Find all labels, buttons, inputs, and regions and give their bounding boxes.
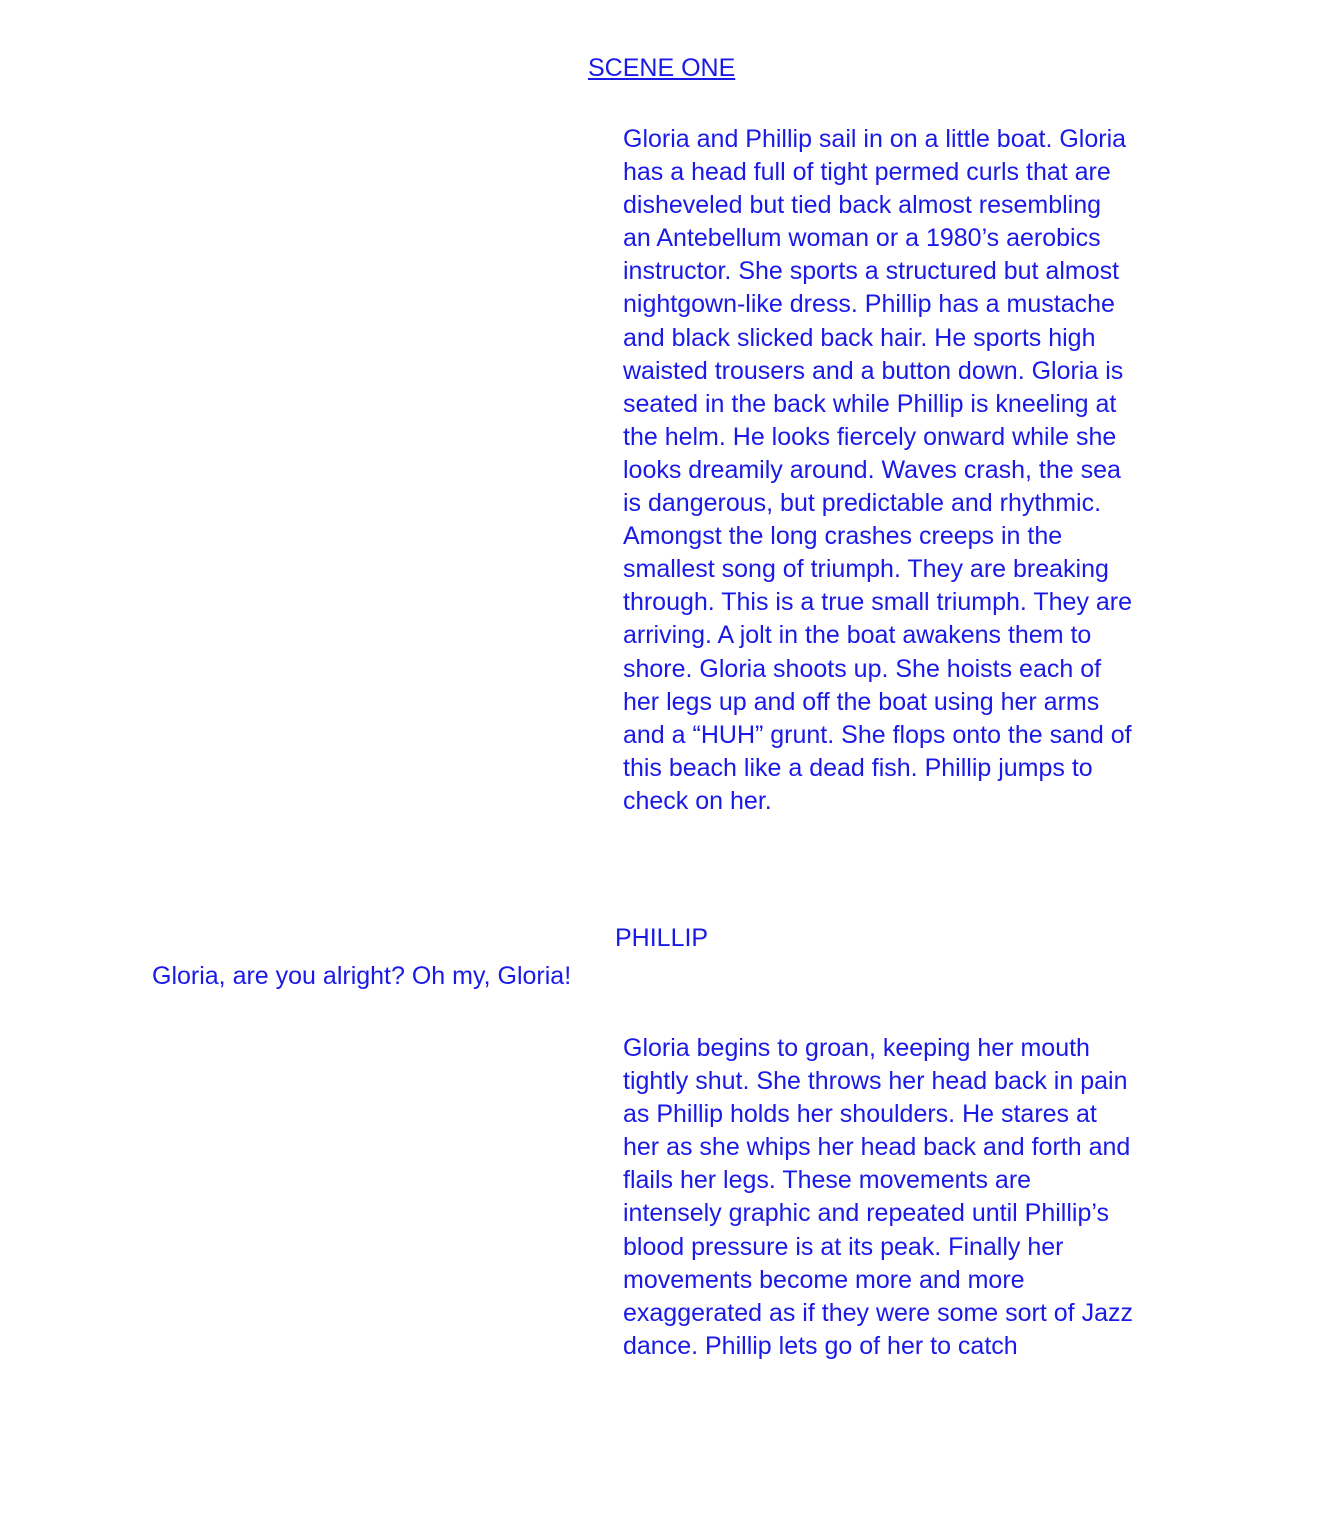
action-paragraph: Gloria begins to groan, keeping her mouth tightly shut. She throws her head back in pain as Phillip holds her shoulders. He stares at her as she whips her head back and forth and flails her legs. These movements are intensely graphic and repeated until Phillip’s blood pressure is at its peak. Finally her movements become more and more exaggerated as if they were some sort of Jazz dance. Phillip lets go of her to catch	[623, 1034, 1133, 1360]
dialogue-line: Gloria, are you alright? Oh my, Gloria!	[152, 962, 572, 990]
character-name: PHILLIP	[615, 924, 709, 952]
action-paragraph: Gloria and Phillip sail in on a little boat. Gloria has a head full of tight permed curls that are disheveled but tied back almost resembling an Antebellum woman or a 1980’s aerobics instructor. She sports a structured but almost nightgown-like dress. Phillip has a mustache and black slicked back hair. He sports high waisted trousers and a button down. Gloria is seated in the back while Phillip is kneeling at the helm. He looks fiercely onward while she looks dreamily around. Waves crash, the sea is dangerous, but predictable and rhythmic. Amongst the long crashes creeps in the smallest song of triumph. They are breaking through. This is a true small triumph. They are arriving. A jolt in the boat awakens them to shore. Gloria shoots up. She hoists each of her legs up and off the boat using her arms and a “HUH” grunt. She flops onto the sand of this beach like a dead fish. Phillip jumps to check on her.	[623, 125, 1133, 815]
scene-heading: SCENE ONE	[588, 54, 736, 82]
